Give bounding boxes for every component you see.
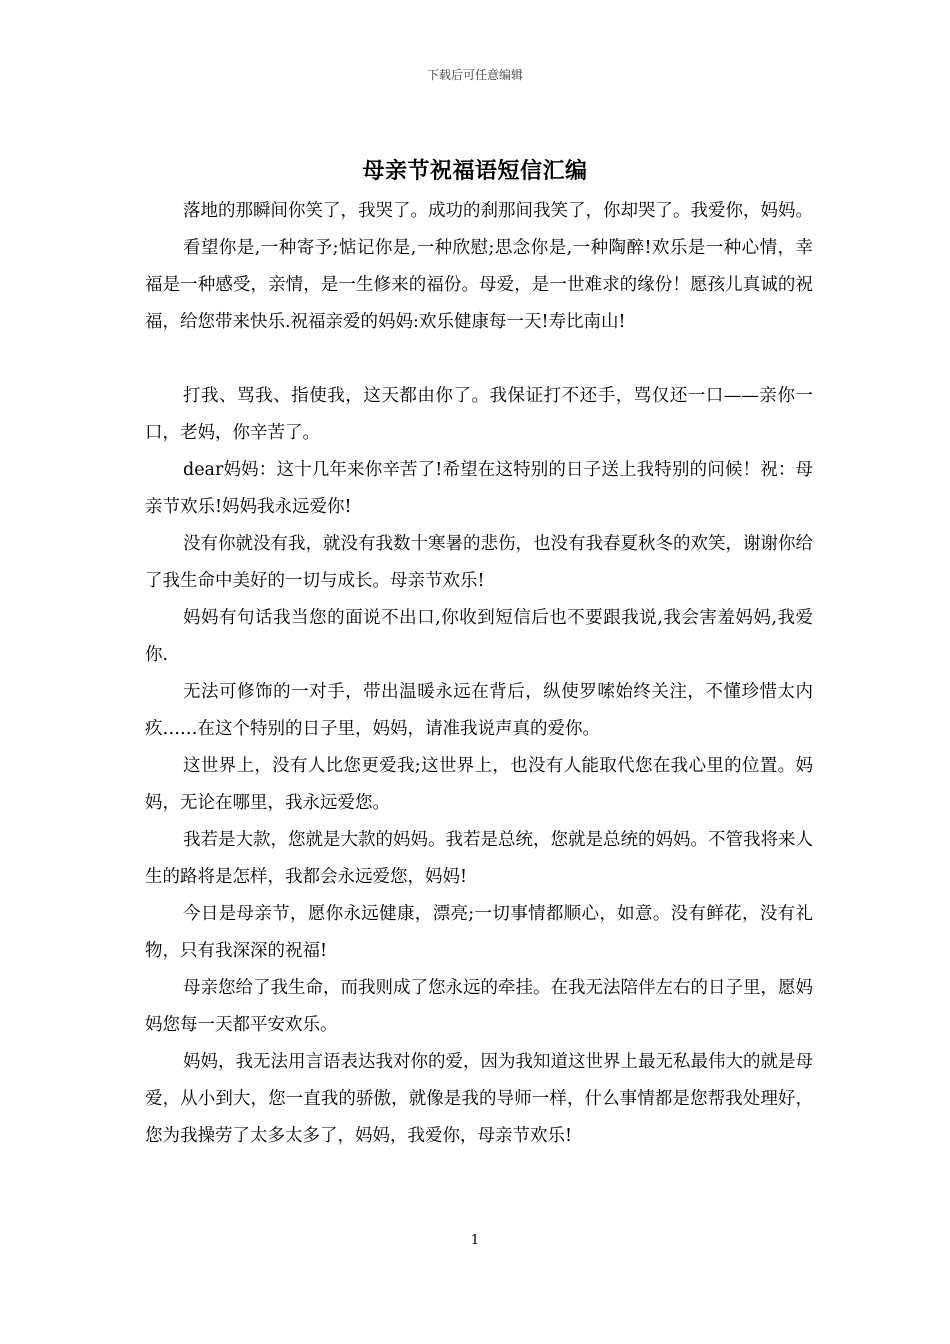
- paragraph: 看望你是,一种寄予;惦记你是,一种欣慰;思念你是,一种陶醉!欢乐是一种心情，幸福是一种感受，亲情，是一生修来的福份。母爱，是一世难求的缘份！愿孩儿真诚的祝福，给您带来快乐.祝福亲爱的妈妈:欢乐健康每一天!寿比南山!: [145, 238, 813, 332]
- paragraph: 妈妈有句话我当您的面说不出口,你收到短信后也不要跟我说,我会害羞妈妈,我爱你.: [145, 608, 813, 665]
- document-body: [145, 193, 813, 1155]
- document-title: 母亲节祝福语短信汇编: [362, 158, 588, 184]
- paragraph: 没有你就没有我，就没有我数十寒暑的悲伤，也没有我春夏秋冬的欢笑，谢谢你给了我生命中美好的一切与成长。母亲节欢乐!: [145, 534, 813, 591]
- paragraph: 妈妈，我无法用言语表达我对你的爱，因为我知道这世界上最无私最伟大的就是母爱，从小到大，您一直我的骄傲，就像是我的导师一样，什么事情都是您帮我处理好，您为我操劳了太多太多了，妈妈，我爱你，母亲节欢乐!: [145, 1052, 813, 1146]
- page-number: 1: [470, 1233, 480, 1248]
- paragraph: 无法可修饰的一对手，带出温暖永远在背后，纵使罗嗦始终关注，不懂珍惜太内疚……在这个特别的日子里，妈妈，请准我说声真的爱你。: [145, 682, 813, 739]
- paragraph: 打我、骂我、指使我，这天都由你了。我保证打不还手，骂仅还一口——亲你一口，老妈，你辛苦了。: [145, 386, 813, 443]
- paragraph: 这世界上，没有人比您更爱我;这世界上，也没有人能取代您在我心里的位置。妈妈，无论在哪里，我永远爱您。: [145, 756, 813, 813]
- paragraph: dear妈妈：这十几年来你辛苦了!希望在这特别的日子送上我特别的问候！祝：母亲节欢乐!妈妈我永远爱你!: [145, 460, 813, 517]
- paragraph: 母亲您给了我生命，而我则成了您永远的牵挂。在我无法陪伴左右的日子里，愿妈妈您每一天都平安欢乐。: [145, 978, 813, 1035]
- header-note: 下载后可任意编辑: [426, 68, 523, 82]
- paragraph: 落地的那瞬间你笑了，我哭了。成功的刹那间我笑了，你却哭了。我爱你，妈妈。: [183, 201, 813, 221]
- paragraph: 今日是母亲节，愿你永远健康，漂亮;一切事情都顺心，如意。没有鲜花，没有礼物，只有我深深的祝福!: [145, 904, 813, 961]
- paragraph: 我若是大款，您就是大款的妈妈。我若是总统，您就是总统的妈妈。不管我将来人生的路将是怎样，我都会永远爱您，妈妈!: [145, 830, 813, 887]
